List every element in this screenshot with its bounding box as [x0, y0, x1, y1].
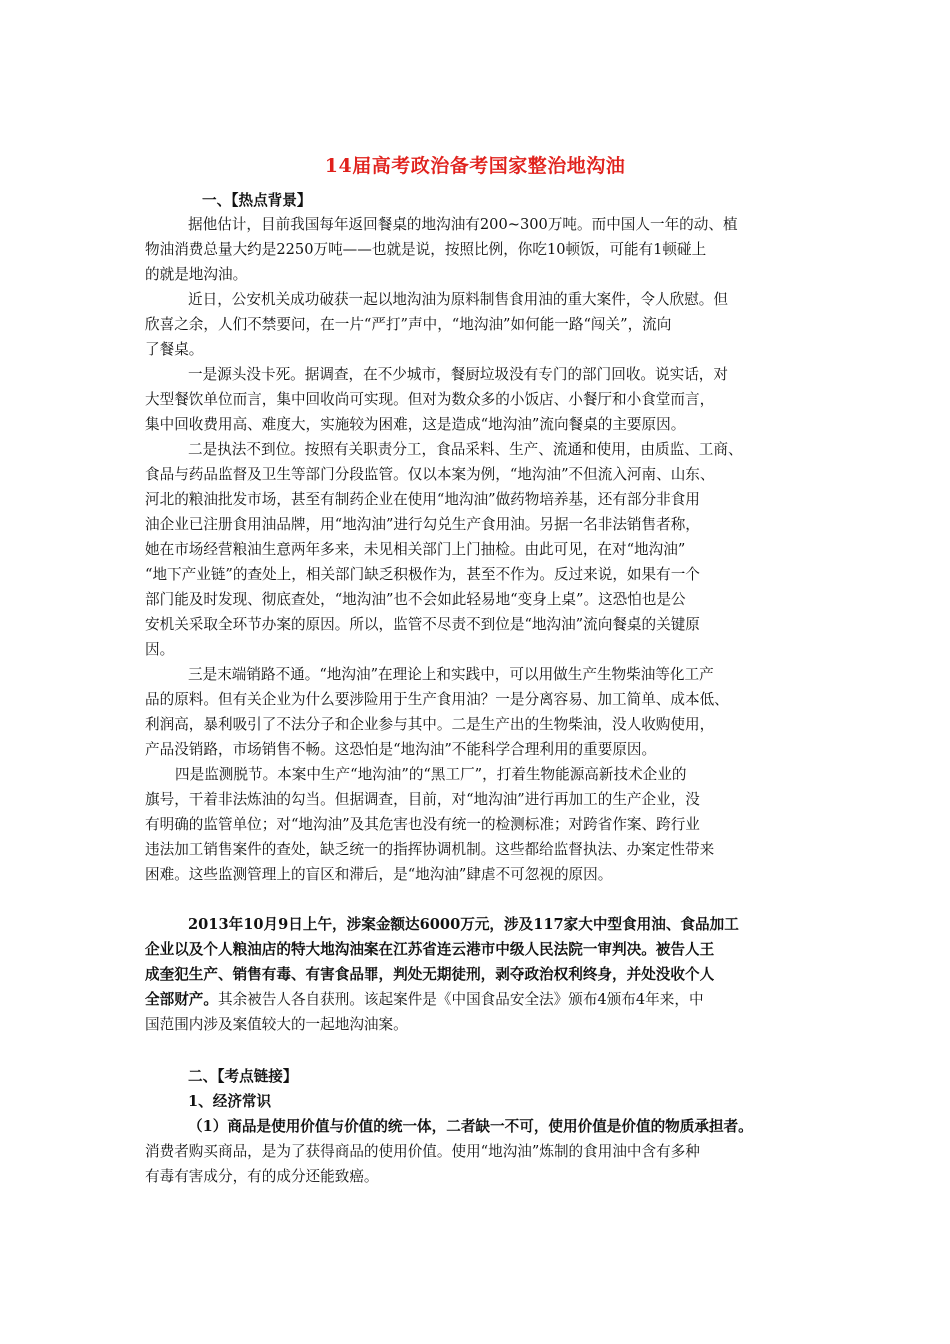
paragraph-line: 困难。这些监测管理上的盲区和滞后，是“地沟油”肆虐不可忽视的原因。 [145, 866, 613, 883]
paragraph-line: 三是末端销路不通。“地沟油”在理论上和实践中，可以用做生产生物柴油等化工产 [188, 666, 714, 683]
paragraph-line: 二是执法不到位。按照有关职责分工，食品采料、生产、流通和使用，由质监、工商、 [188, 441, 743, 458]
paragraph-line: 她在市场经营粮油生意两年多来，未见相关部门上门抽检。由此可见，在对“地沟油” [145, 541, 686, 558]
paragraph-line: 了餐桌。 [145, 341, 204, 358]
paragraph-line: 违法加工销售案件的查处，缺乏统一的指挥协调机制。这些都给监督执法、办案定性带来 [145, 841, 715, 858]
section-heading-exam-points: 二、【考点链接】 [188, 1068, 298, 1085]
paragraph-line: 集中回收费用高、难度大，实施较为困难，这是造成“地沟油”流向餐桌的主要原因。 [145, 416, 686, 433]
paragraph-line: 因。 [145, 641, 175, 658]
paragraph-line: “地下产业链”的查处上，相关部门缺乏积极作为，甚至不作为。反过来说，如果有一个 [145, 566, 700, 583]
case-paragraph-normal-span: 其余被告人各自获刑。该起案件是《中国食品安全法》颁布4颁布4年来，中 [217, 991, 704, 1008]
paragraph-line: 品的原料。但有关企业为什么要涉险用于生产食用油？一是分离容易、加工简单、成本低、 [145, 691, 729, 708]
case-paragraph-line: 成奎犯生产、销售有毒、有害食品罪，判处无期徒刑，剥夺政治权利终身，并处没收个人 [145, 966, 715, 983]
paragraph-line: 安机关采取全环节办案的原因。所以，监管不尽责不到位是“地沟油”流向餐桌的关键原 [145, 616, 700, 633]
paragraph-line: 大型餐饮单位而言，集中回收尚可实现。但对为数众多的小饭店、小餐厅和小食堂而言， [145, 391, 715, 408]
paragraph-line: 旗号，干着非法炼油的勾当。但据调查，目前，对“地沟油”进行再加工的生产企业，没 [145, 791, 700, 808]
paragraph-line: 产品没销路，市场销售不畅。这恐怕是“地沟油”不能科学合理利用的重要原因。 [145, 741, 657, 758]
case-paragraph-bold-span: 全部财产。 [145, 991, 218, 1008]
paragraph-line: 四是监测脱节。本案中生产“地沟油”的“黑工厂”，打着生物能源高新技术企业的 [175, 766, 687, 783]
paragraph-line: 部门能及时发现、彻底查处，“地沟油”也不会如此轻易地“变身上桌”。这恐怕也是公 [145, 591, 686, 608]
case-paragraph-line: 企业以及个人粮油店的特大地沟油案在江苏省连云港市中级人民法院一审判决。被告人王 [145, 941, 715, 958]
paragraph-line: 消费者购买商品，是为了获得商品的使用价值。使用“地沟油”炼制的食用油中含有多种 [145, 1143, 700, 1160]
paragraph-line: 河北的粮油批发市场，甚至有制药企业在使用“地沟油”做药物培养基，还有部分非食用 [145, 491, 700, 508]
paragraph-line: 油企业已注册食用油品牌，用“地沟油”进行勾兑生产食用油。另据一名非法销售者称， [145, 516, 700, 533]
paragraph-line: 的就是地沟油。 [145, 266, 248, 283]
paragraph-line: 食品与药品监督及卫生等部门分段监管。仅以本案为例，“地沟油”不但流入河南、山东、 [145, 466, 715, 483]
case-paragraph-line: 2013年10月9日上午，涉案金额达6000万元，涉及117家大中型食用油、食品加工 [188, 916, 739, 933]
case-paragraph-line [145, 988, 704, 1012]
section-heading-hot-background: 一、【热点背景】 [202, 192, 312, 209]
paragraph-line: 利润高，暴利吸引了不法分子和企业参与其中。二是生产出的生物柴油，没人收购使用， [145, 716, 715, 733]
paragraph-line: 近日，公安机关成功破获一起以地沟油为原料制售食用油的重大案件，令人欣慰。但 [188, 291, 728, 308]
paragraph-line: 一是源头没卡死。据调查，在不少城市，餐厨垃圾没有专门的部门回收。说实话，对 [188, 366, 728, 383]
paragraph-line: 有明确的监管单位；对“地沟油”及其危害也没有统一的检测标准；对跨省作案、跨行业 [145, 816, 700, 833]
paragraph-line: 欣喜之余，人们不禁要问，在一片“严打”声中，“地沟油”如何能一路“闯关”，流向 [145, 316, 672, 333]
paragraph-line: 物油消费总量大约是2250万吨——也就是说，按照比例，你吃10顿饭，可能有1顿碰上 [145, 241, 707, 258]
document-title: 14届高考政治备考国家整治地沟油 [324, 155, 626, 177]
paragraph-line: 有毒有害成分，有的成分还能致癌。 [145, 1168, 379, 1185]
case-paragraph-line: 国范围内涉及案值较大的一起地沟油案。 [145, 1016, 408, 1033]
paragraph-line: 据他估计，目前我国每年返回餐桌的地沟油有200~300万吨。而中国人一年的动、植 [188, 216, 738, 233]
point-heading: （1）商品是使用价值与价值的统一体，二者缺一不可，使用价值是价值的物质承担者。 [188, 1118, 753, 1135]
subsection-heading-economics: 1、经济常识 [188, 1093, 272, 1110]
